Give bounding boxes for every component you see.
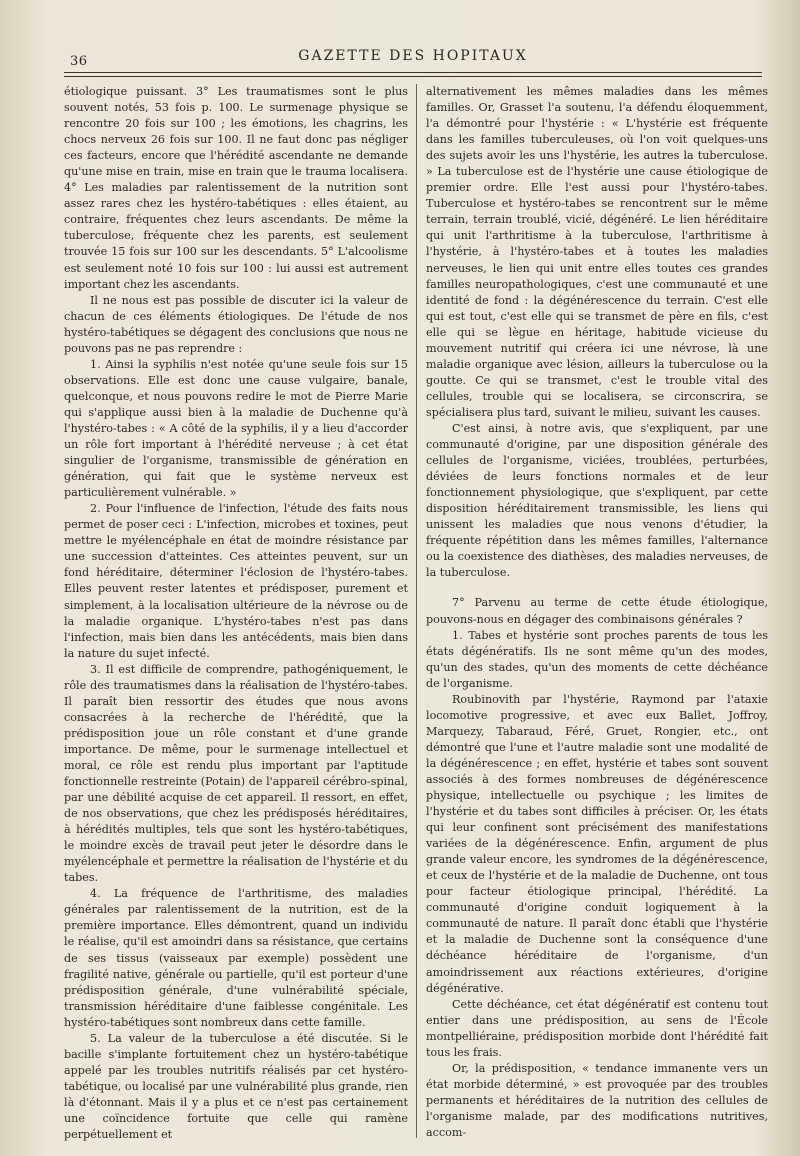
paragraph: Or, la prédisposition, « tendance immanente vers un état morbide déterminé, » est provoquée par des troubles permanents et héréditaires de la nutrition des cellules de l'organisme malade, par des modifications nutritives, accom- xyxy=(426,1061,768,1139)
column-divider xyxy=(416,84,417,1138)
header-rule-bottom xyxy=(64,76,762,77)
paragraph: 4. La fréquence de l'arthritisme, des maladies générales par ralentissement de la nutrition, est de la première importance. Elles démontrent, quand un individu le réalise, qu'il est amoindri dans sa résistance, que certains de ses tissus (vaisseaux par exemple) possèdent une fragilité native, générale ou partielle, qu'il est porteur d'une prédisposition générale, d'une vulnérabilité spéciale, transmission héréditaire d'une faiblesse congénitale. Les hystéro-tabétiques sont nombreux dans cette famille. xyxy=(64,887,408,1029)
paragraph: 5. La valeur de la tuberculose a été discutée. Si le bacille s'implante fortuitement chez un hystéro-tabétique appelé par les troubles nutritifs réalisés par cet hystéro-tabétique, ou localisé par une vulnérabilité plus grande, rien là d'étonnant. Mais il y a plus et ce n'est pas certainement une coïncidence fortuite que celle qui ramène perpétuellement et xyxy=(64,1031,408,1142)
paragraph: alternativement les mêmes maladies dans les mêmes familles. Or, Grasset l'a soutenu, l'a défendu éloquemment, l'a démontré pour l'hystérie : « L'hystérie est fréquente dans les familles tuberculeuses, où l'on voit quelques-uns des sujets avoir les uns l'hystérie, les autres la tuberculose. » La tuberculose est de l'hystérie une cause étiologique de premier ordre. Elle l'est aussi pour l'hystéro-tabes. Tuberculose et hystéro-tabes se rencontrent sur le même terrain, terrain troublé, vicié, dégénéré. Le lien héréditaire qui unit l'arthritisme à la tuberculose, l'arthritisme à l'hystérie, à l'hystéro-tabes et à toutes les maladies nerveuses, le lien qui unit entre elles toutes ces grandes familles neuropathologiques, c'est une communauté et une identité de fond : la dégénérescence du terrain. C'est elle qui est tout, c'est elle qui se transmet de père en fils, c'est elle qui se lègue en héritage, habitude vicieuse du mouvement nutritif qui créera ici une névrose, là une maladie organique avec lésion, ailleurs la tuberculose ou la goutte. Ce qui se transmet, c'est le trouble vital des cellules, trouble qui se localisera, se circonscrira, se spécialisera plus tard, suivant le milieu, suivant les causes. xyxy=(426,85,768,419)
running-title: GAZETTE DES HOPITAUX xyxy=(298,48,528,64)
page-header xyxy=(64,44,762,69)
paragraph: Il ne nous est pas possible de discuter ici la valeur de chacun de ces éléments étiologiques. De l'étude de nos hystéro-tabétiques se dégagent des conclusions que nous ne pouvons pas ne pas reprendre : xyxy=(64,293,408,355)
paragraph: 1. Ainsi la syphilis n'est notée qu'une seule fois sur 15 observations. Elle est donc une cause vulgaire, banale, quelconque, et nous pouvons redire le mot de Pierre Marie qui s'applique aussi bien à la maladie de Duchenne qu'à l'hystéro-tabes : « A côté de la syphilis, il y a lieu d'accorder un rôle fort important à l'hérédité nerveuse ; à cet état singulier de l'organisme, transmissible de génération en génération, qui fait que le système nerveux est particulièrement vulnérable. » xyxy=(64,357,408,500)
header-rule-top xyxy=(64,72,762,73)
paragraph: 7° Parvenu au terme de cette étude étiologique, pouvons-nous en dégager des combinaisons générales ? xyxy=(426,596,768,626)
right-column xyxy=(426,84,768,1144)
paragraph: Roubinovith par l'hystérie, Raymond par l'ataxie locomotive progressive, et avec eux Ballet, Joffroy, Marquezy, Tabaraud, Féré, Gruet, Rongier, etc., ont démontré que l'une et l'autre maladie sont une modalité de la dégénérescence ; en effet, hystérie et tabes sont souvent associés à des formes nombreuses de dégénérescence physique, intellectuelle ou psychique ; les limites de l'hystérie et du tabes sont difficiles à préciser. Or, les états qui leur confinent sont précisément des manifestations variées de la dégénérescence. Enfin, argument de plus grande valeur encore, les syndromes de la dégénérescence, et ceux de l'hystérie et de la maladie de Duchenne, ont tous pour facteur étiologique principal, l'hérédité. La communauté d'origine conduit logiquement à la communauté de nature. Il paraît donc établi que l'hystérie et la maladie de Duchenne sont la conséquence d'une déchéance héréditaire de l'organisme, d'un amoindrissement aux réactions extérieures, d'origine dégénérative. xyxy=(426,692,768,995)
paragraph: étiologique puissant. 3° Les traumatismes sont le plus souvent notés, 53 fois p. 100. Le surmenage physique se rencontre 20 fois sur 100 ; les émotions, les chagrins, les chocs nerveux 26 fois sur 100. Il ne faut donc pas négliger ces facteurs, encore que l'hérédité ascendante ne demande qu'une mise en train, mise en train que le trauma localisera. 4° Les maladies par ralentissement de la nutrition sont assez rares chez les hystéro-tabétiques : elles étaient, au contraire, fréquentes chez leurs ascendants. De même la tuberculose, fréquente chez les parents, est seulement trouvée 15 fois sur 100 sur les descendants. 5° L'alcoolisme est seulement noté 10 fois sur 100 : lui aussi est autrement important chez les ascendants. xyxy=(64,85,408,291)
paragraph: C'est ainsi, à notre avis, que s'expliquent, par une communauté d'origine, par une disposition générale des cellules de l'organisme, viciées, troublées, perturbées, déviées de leurs fonctions normales et de leur fonctionnement physiologique, que s'expliquent, par cette disposition héréditairement transmissible, les liens qui unissent les maladies que nous venons d'étudier, la fréquente répétition dans les mêmes familles, l'alternance ou la coexistence des diathèses, des maladies nerveuses, de la tuberculose. xyxy=(426,421,768,580)
paragraph: Cette déchéance, cet état dégénératif est contenu tout entier dans une prédisposition, au sens de l'École montpelliéraine, prédisposition morbide dont l'hérédité fait tous les frais. xyxy=(426,997,768,1059)
paragraph: 2. Pour l'influence de l'infection, l'étude des faits nous permet de poser ceci : L'infection, microbes et toxines, peut mettre le myélencéphale en état de moindre résistance par une succession d'atteintes. Ces atteintes peuvent, sur un fond héréditaire, déterminer l'éclosion de l'hystéro-tabes. Elles peuvent rester latentes et prédisposer, purement et simplement, à la localisation ultérieure de la névrose ou de la maladie organique. L'hystéro-tabes n'est pas dans l'infection, mais bien dans les antécédents, mais bien dans la nature du sujet infecté. xyxy=(64,502,408,660)
page-number: 36 xyxy=(70,54,88,69)
paragraph: 3. Il est difficile de comprendre, pathogéniquement, le rôle des traumatismes dans la réalisation de l'hystéro-tabes. Il paraît bien ressortir des études que nous avons consacrées à la recherche de l'hérédité, que la prédisposition joue un rôle constant et d'une grande importance. De même, pour le surmenage intellectuel et moral, ce rôle est rendu plus important par l'aptitude fonctionnelle restreinte (Potain) de l'appareil cérébro-spinal, par une débilité acquise de cet appareil. Il ressort, en effet, de nos observations, que chez les prédisposés héréditaires, à hérédités multiples, tels que sont les hystéro-tabétiques, le moindre excès de travail peut jeter le désordre dans le myélencéphale et permettre la réalisation de l'hystérie et du tabes. xyxy=(64,662,408,885)
left-column xyxy=(64,84,408,1144)
paragraph: 1. Tabes et hystérie sont proches parents de tous les états dégénératifs. Ils ne sont même qu'un des modes, qu'un des stades, qu'un des moments de cette déchéance de l'organisme. xyxy=(426,628,768,690)
